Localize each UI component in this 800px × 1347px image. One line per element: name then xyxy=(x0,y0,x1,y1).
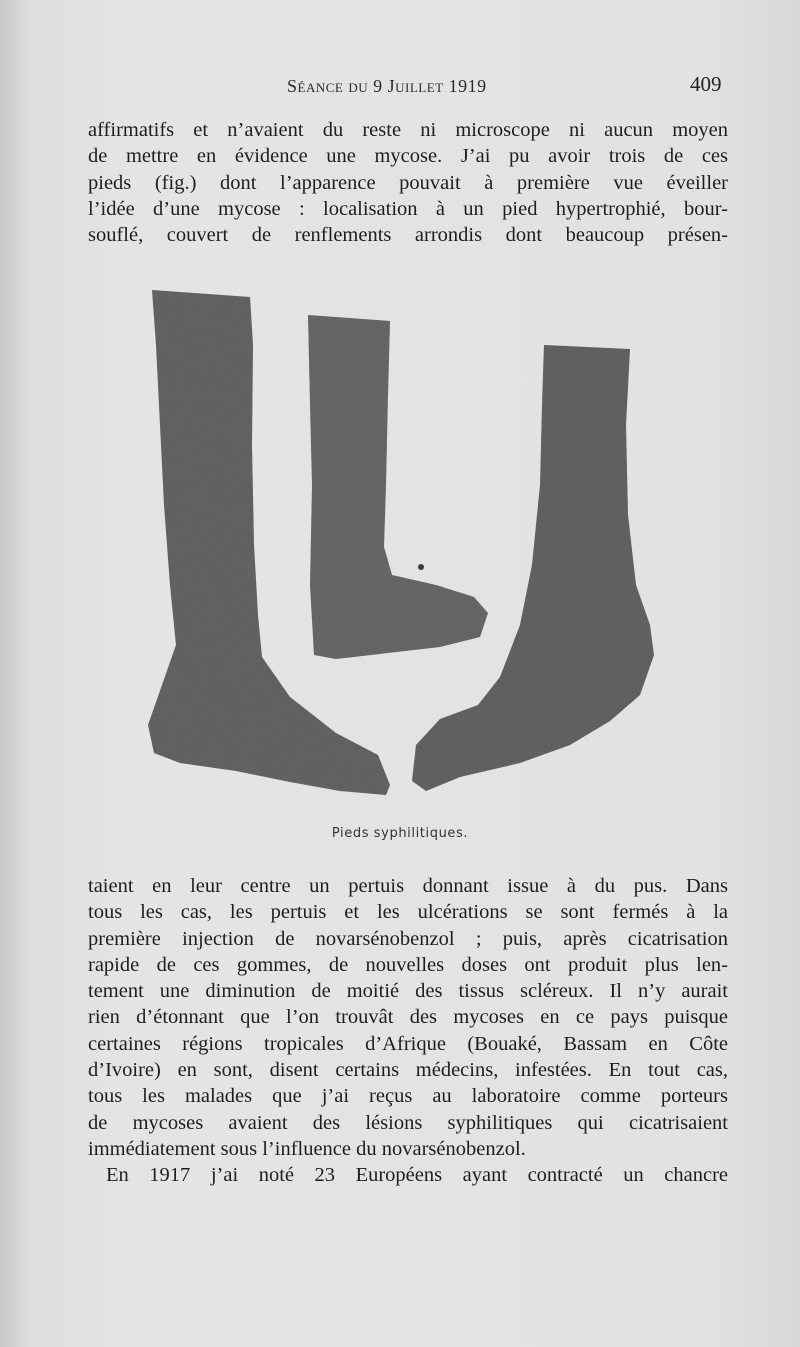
page-header xyxy=(0,70,800,100)
text-line: pieds (fig.) dont l’apparence pouvait à première vue éveiller xyxy=(88,171,728,194)
text-line: de mycoses avaient des lésions syphilitiques qui cicatrisaient xyxy=(88,1111,728,1134)
text-line: rapide de ces gommes, de nouvelles doses ont produit plus len- xyxy=(88,953,728,976)
feet-photograph xyxy=(140,285,660,805)
paragraph-bottom xyxy=(88,873,728,1189)
running-head: Séance du 9 Juillet 1919 xyxy=(287,76,487,96)
figure-caption: Pieds syphilitiques. xyxy=(331,826,469,841)
text-line: de mettre en évidence une mycose. J’ai pu avoir trois de ces xyxy=(88,145,728,168)
text-line: immédiatement sous l’influence du novarsénobenzol. xyxy=(88,1137,526,1160)
text-line: première injection de novarsénobenzol ; puis, après cicatrisation xyxy=(88,927,728,950)
page-number: 409 xyxy=(690,72,722,96)
text-line: taient en leur centre un pertuis donnant issue à du pus. Dans xyxy=(88,875,728,897)
text-line: certaines régions tropicales d’Afrique (Bouaké, Bassam en Côte xyxy=(88,1032,728,1055)
text-line: rien d’étonnant que l’on trouvât des mycoses en ce pays puisque xyxy=(88,1006,728,1029)
right-foot-shape xyxy=(412,345,654,791)
text-line: d’Ivoire) en sont, disent certains médecins, infestées. En tout cas, xyxy=(88,1059,728,1082)
text-line: l’idée d’une mycose : localisation à un pied hypertrophié, bour- xyxy=(88,197,728,220)
text-line: En 1917 j’ai noté 23 Européens ayant contracté un chancre xyxy=(106,1164,728,1187)
text-line: souflé, couvert de renflements arrondis dont beaucoup présen- xyxy=(88,224,728,247)
text-line: tous les malades que j’ai reçus au laboratoire comme porteurs xyxy=(88,1085,728,1108)
text-line: tement une diminution de moitié des tissus scléreux. Il n’y aurait xyxy=(88,980,728,1003)
print-speck xyxy=(418,564,424,570)
text-line: affirmatifs et n’avaient du reste ni microscope ni aucun moyen xyxy=(88,119,728,141)
text-line: tous les cas, les pertuis et les ulcérations se sont fermés à la xyxy=(88,901,728,924)
middle-foot-shape xyxy=(308,315,488,659)
paragraph-top xyxy=(88,117,728,248)
